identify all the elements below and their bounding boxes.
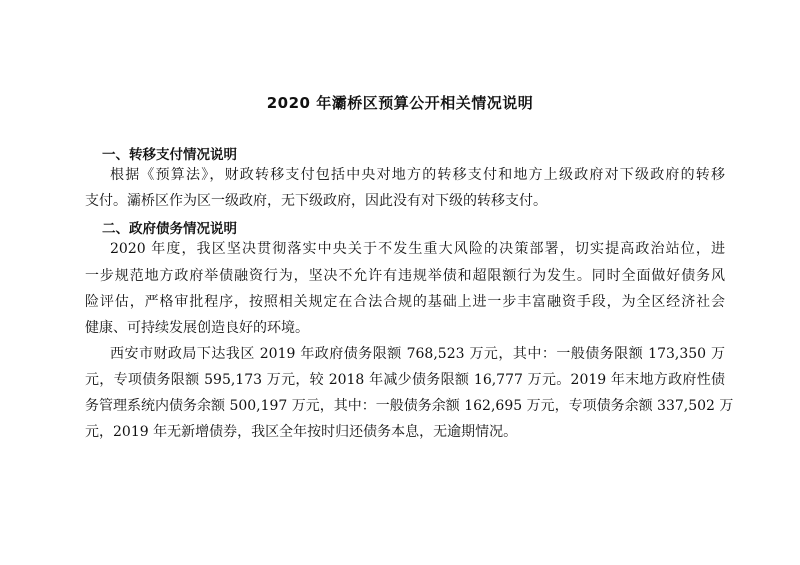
section-heading-transfer-payments: 一、转移支付情况说明 xyxy=(102,147,237,163)
section-heading-government-debt: 二、政府债务情况说明 xyxy=(102,221,237,237)
paragraph-line: 务管理系统内债务余额 500,197 万元，其中：一般债务余额 162,695 万元，专项债务余额 337,502 万 xyxy=(85,398,734,414)
paragraph-line: 2020 年度，我区坚决贯彻落实中央关于不发生重大风险的决策部署，切实提高政治站位，进 xyxy=(110,241,725,257)
paragraph-line: 支付。灞桥区作为区一级政府，无下级政府，因此没有对下级的转移支付。 xyxy=(85,193,547,209)
paragraph-line: 根据《预算法》，财政转移支付包括中央对地方的转移支付和地方上级政府对下级政府的转移 xyxy=(110,167,725,183)
paragraph-line: 元，专项债务限额 595,173 万元，较 2018 年减少债务限额 16,777 万元。2019 年末地方政府性债 xyxy=(85,372,725,388)
paragraph-line: 健康、可持续发展创造良好的环境。 xyxy=(85,320,309,336)
document-title: 2020 年灞桥区预算公开相关情况说明 xyxy=(266,94,534,112)
paragraph-line: 一步规范地方政府举债融资行为，坚决不允许有违规举债和超限额行为发生。同时全面做好债务风 xyxy=(85,268,725,284)
paragraph-line: 元，2019 年无新增债券，我区全年按时归还债务本息，无逾期情况。 xyxy=(85,424,518,440)
paragraph-line: 西安市财政局下达我区 2019 年政府债务限额 768,523 万元，其中：一般债务限额 173,350 万 xyxy=(110,346,725,362)
paragraph-line: 险评估，严格审批程序，按照相关规定在合法合规的基础上进一步丰富融资手段，为全区经济社会 xyxy=(85,294,725,310)
